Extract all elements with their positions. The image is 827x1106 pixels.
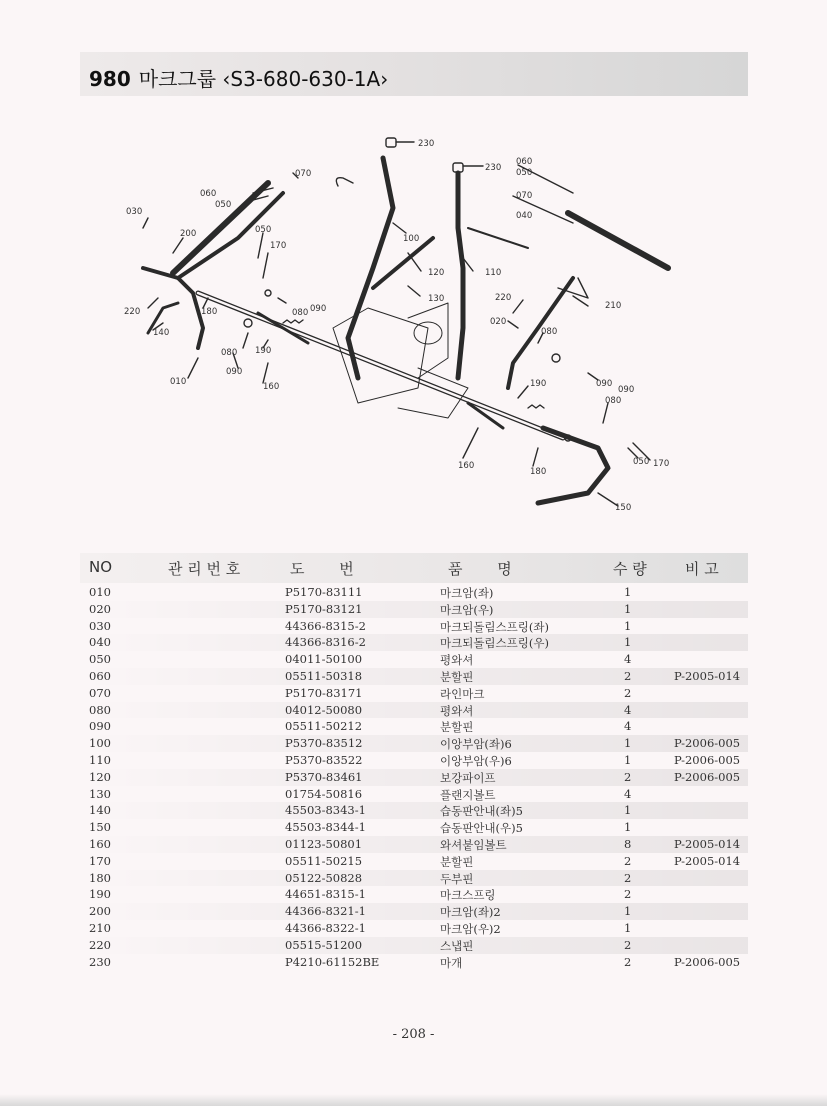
callout-100: 100 [403,234,420,244]
callout-170: 170 [653,459,670,469]
cell-no: 020 [89,601,111,616]
cell-part-number: 05515-51200 [285,937,363,952]
callout-010: 010 [170,377,187,387]
table-row [80,870,748,887]
callout-160: 160 [458,461,475,471]
cell-part-number: 44366-8321-1 [285,904,366,919]
cell-part-number: 44651-8315-1 [285,887,366,902]
callout-080: 080 [541,327,558,337]
table-row [80,769,748,786]
cell-quantity: 1 [624,618,632,633]
callout-050: 050 [215,200,232,210]
callout-110: 110 [485,268,502,278]
cell-remark: P-2006-005 [674,753,741,767]
cell-remark: P-2005-014 [674,669,741,683]
group-number: 980 [89,67,131,91]
cell-part-name: 이앙부암(우)6 [440,754,512,768]
cell-part-name: 마크암(좌) [440,586,494,600]
cell-quantity: 2 [624,669,632,683]
cell-quantity: 1 [624,635,632,650]
callout-130: 130 [428,294,445,304]
callout-070: 070 [516,191,533,201]
callout-210: 210 [605,301,622,311]
cell-part-number: 01754-50816 [285,786,363,801]
cell-no: 080 [89,702,111,717]
cell-no: 160 [89,837,111,851]
cell-part-name: 평와셔 [440,703,474,718]
cell-remark: P-2005-014 [674,837,741,851]
cell-no: 230 [89,954,111,969]
cell-part-number: P5370-83461 [285,769,363,784]
table-row [80,702,748,719]
cell-part-name: 플랜지볼트 [440,787,496,802]
cell-part-number: 04012-50080 [285,702,363,717]
header-part-name: 품 명 [448,560,512,578]
cell-quantity: 2 [624,870,632,885]
cell-no: 030 [89,618,111,633]
callout-150: 150 [615,503,632,513]
cell-quantity: 1 [624,585,632,599]
cell-part-name: 분할핀 [440,670,474,684]
table-row [80,584,748,601]
callout-190: 190 [255,346,272,356]
header-remarks: 비 고 [685,560,719,578]
table-row [80,752,748,769]
table-row [80,668,748,685]
page-title [89,63,388,92]
table-row [80,651,748,668]
cell-quantity: 2 [624,954,632,969]
callout-040: 040 [516,211,533,221]
callout-230: 230 [418,139,435,149]
right-line-marker [568,213,668,268]
table-row [80,786,748,803]
cell-quantity: 4 [624,652,632,667]
cell-no: 040 [89,635,111,650]
cell-part-number: P5170-83121 [285,601,363,616]
callout-120: 120 [428,268,445,278]
callout-060: 060 [200,189,217,199]
cell-quantity: 4 [624,719,632,734]
cell-quantity: 1 [624,753,632,767]
cell-no: 140 [89,803,111,818]
callout-090: 090 [226,367,243,377]
cell-quantity: 4 [624,702,632,717]
cell-part-number: 44366-8315-2 [285,618,366,633]
callout-090: 090 [310,304,327,314]
cell-remark: P-2006-005 [674,954,741,969]
cell-no: 100 [89,736,111,751]
callout-170: 170 [270,241,287,251]
cell-part-name: 마크되돌림스프링(좌) [440,619,549,634]
table-row [80,601,748,618]
cell-part-number: 05122-50828 [285,870,363,885]
callout-020: 020 [490,317,507,327]
callout-080: 080 [605,396,622,406]
table-row [80,954,748,971]
table-row [80,819,748,836]
header-drawing-number: 도 번 [290,560,354,578]
callout-050: 050 [516,168,533,178]
cell-part-number: 44366-8322-1 [285,921,366,935]
callout-070: 070 [295,169,312,179]
cell-part-name: 스냅핀 [440,938,474,953]
callout-160: 160 [263,382,280,392]
group-title: 마크그룹 ‹S3-680-630-1A› [138,67,389,91]
left-marker-arm [143,268,203,348]
cell-part-number: 04011-50100 [285,652,363,667]
cell-part-number: P5370-83522 [285,753,363,767]
right-arm-110 [458,173,463,378]
table-row [80,836,748,853]
cell-part-name: 와셔붙임볼트 [440,838,507,852]
callout-080: 080 [292,308,309,318]
cell-part-name: 라인마크 [440,686,485,701]
cell-part-name: 마크암(좌)2 [440,905,501,920]
cell-part-number: 05511-50212 [285,719,363,734]
cell-quantity: 1 [624,904,632,919]
center-arm-100 [348,158,393,378]
cell-part-name: 마크암(우) [440,602,494,617]
cell-remark: P-2006-005 [674,736,741,751]
cell-part-number: P5170-83111 [285,585,363,599]
cell-quantity: 2 [624,769,632,784]
cell-part-name: 평와셔 [440,653,474,668]
callout-050: 050 [633,457,650,467]
callout-220: 220 [495,293,512,303]
table-row [80,853,748,870]
callout-060: 060 [516,157,533,167]
callout-180: 180 [530,467,547,477]
header-management-number: 관 리 번 호 [168,560,241,578]
cell-part-number: 45503-8344-1 [285,820,366,835]
cell-remark: P-2005-014 [674,853,741,868]
cell-quantity: 2 [624,887,632,902]
cell-part-name: 분할핀 [440,720,474,735]
cell-remark: P-2006-005 [674,769,741,784]
callout-080: 080 [221,348,238,358]
cell-quantity: 2 [624,685,632,700]
cell-part-name: 습동판안내(좌)5 [440,804,523,819]
cell-part-number: P5370-83512 [285,736,363,751]
cell-no: 060 [89,669,111,683]
cell-quantity: 8 [624,837,632,851]
cell-no: 070 [89,685,111,700]
table-row [80,618,748,635]
callout-090: 090 [596,379,613,389]
cell-part-number: 05511-50215 [285,853,363,868]
cell-part-name: 마크스프링 [440,888,496,903]
callout-180: 180 [201,307,218,317]
table-row [80,685,748,702]
table-row [80,718,748,735]
cell-part-number: 01123-50801 [285,837,363,851]
left-line-marker [173,183,268,273]
cell-quantity: 1 [624,921,632,935]
slide-guide-150 [538,428,608,503]
table-row [80,920,748,937]
header-quantity: 수 량 [613,560,647,578]
cell-no: 110 [89,753,111,767]
callout-190: 190 [530,379,547,389]
cell-no: 130 [89,786,111,801]
cell-part-name: 마개 [440,955,463,970]
cell-quantity: 1 [624,820,632,835]
table-row [80,735,748,752]
cell-quantity: 1 [624,736,632,751]
table-row [80,634,748,651]
cell-no: 090 [89,719,111,734]
scan-edge [0,1094,827,1106]
cell-no: 010 [89,585,111,599]
table-row [80,886,748,903]
cell-part-number: P4210-61152BE [285,954,380,969]
table-row [80,937,748,954]
cell-no: 180 [89,870,111,885]
page-number: - 208 - [392,1027,435,1042]
parts-diagram [118,128,678,518]
cell-quantity: 1 [624,601,632,616]
table-row [80,903,748,920]
callout-050: 050 [255,225,272,235]
callout-090: 090 [618,385,635,395]
callout-140: 140 [153,328,170,338]
cell-part-name: 마크암(우)2 [440,922,501,936]
cell-quantity: 4 [624,786,632,801]
cell-no: 170 [89,853,111,868]
cell-part-name: 이앙부암(좌)6 [440,737,512,752]
table-row [80,802,748,819]
cell-no: 200 [89,904,111,919]
cell-part-name: 두부핀 [440,871,474,886]
cell-no: 050 [89,652,111,667]
cell-no: 210 [89,921,111,935]
header-no: NO [89,558,113,576]
callout-220: 220 [124,307,141,317]
cell-no: 120 [89,769,111,784]
cell-part-name: 분할핀 [440,854,474,869]
cell-no: 150 [89,820,111,835]
cell-part-number: 44366-8316-2 [285,635,366,650]
cell-part-name: 보강파이프 [440,770,496,785]
cell-part-number: 05511-50318 [285,669,363,683]
callout-200: 200 [180,229,197,239]
cell-no: 190 [89,887,111,902]
cell-quantity: 1 [624,803,632,818]
callout-030: 030 [126,207,143,217]
cell-part-name: 마크되돌림스프링(우) [440,636,549,651]
cell-part-number: P5170-83171 [285,685,363,700]
cell-quantity: 2 [624,853,632,868]
callout-230: 230 [485,163,502,173]
cell-part-name: 습동판안내(우)5 [440,821,523,836]
cell-quantity: 2 [624,937,632,952]
cell-part-number: 45503-8343-1 [285,803,366,818]
cell-no: 220 [89,937,111,952]
